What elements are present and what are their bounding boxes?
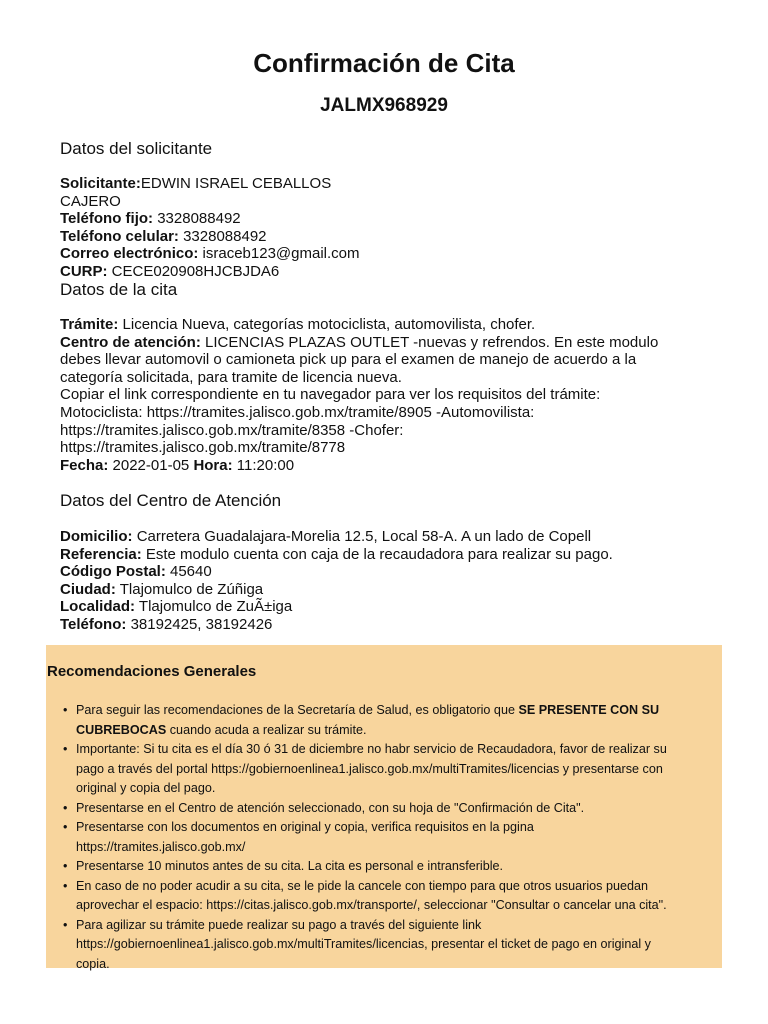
time-value: 11:20:00 — [236, 456, 295, 474]
list-item-emphasis: SE PRESENTE CON SU — [518, 703, 660, 717]
applicant-name-row — [60, 175, 700, 193]
center-section-heading: Datos del Centro de Atención — [60, 491, 282, 510]
list-item-text: Para agilizar su trámite puede realizar su pago a través del siguiente link — [76, 917, 482, 932]
address-row — [60, 528, 700, 546]
list-item-text: pago a través del portal https://gobiernoenlinea1.jalisco.gob.mx/multiTramites/licencias y presentarse con — [76, 761, 663, 776]
center-phone-row — [60, 616, 700, 634]
locality-row — [60, 598, 700, 616]
email-row — [60, 245, 700, 263]
mobile-label: Teléfono celular: — [60, 227, 179, 245]
list-item — [63, 857, 718, 877]
list-item-text: cuando acuda a realizar su trámite. — [166, 722, 367, 737]
date-label: Fecha: — [60, 456, 109, 474]
reference-row — [60, 546, 700, 564]
appointment-section-heading: Datos de la cita — [60, 280, 178, 299]
landline-value: 3328088492 — [157, 210, 241, 228]
center-details — [60, 528, 700, 634]
service-center-text-line: categoría solicitada, para tramite de licencia nueva. — [60, 368, 402, 386]
address-value: Carretera Guadalajara-Morelia 12.5, Local 58-A. A un lado de Copell — [136, 528, 592, 545]
list-item — [63, 916, 718, 975]
appointment-details — [60, 316, 700, 474]
email-value: israceb123@gmail.com — [202, 245, 360, 263]
address-label: Domicilio: — [60, 528, 133, 545]
list-item-text: Importante: Si tu cita es el día 30 ó 31 de diciembre no habr servicio de Recaudadora, favor de realizar su — [76, 742, 667, 756]
landline-label: Teléfono fijo: — [60, 210, 154, 228]
postal-code-value: 45640 — [170, 563, 212, 581]
bullet-icon: • — [63, 800, 68, 815]
city-row — [60, 581, 700, 599]
landline-row — [60, 210, 700, 228]
locality-label: Localidad: — [60, 598, 136, 616]
applicant-section-heading: Datos del solicitante — [60, 139, 213, 158]
time-label: Hora: — [193, 456, 233, 474]
procedure-row — [60, 316, 700, 334]
list-item-text: copia. — [76, 956, 110, 971]
list-item-text: https://tramites.jalisco.gob.mx/ — [76, 839, 246, 854]
date-value: 2022-01-05 — [112, 456, 190, 474]
applicant-name-continued: CAJERO — [60, 192, 121, 210]
service-center-label: Centro de atención: — [60, 333, 201, 351]
bullet-icon: • — [63, 917, 68, 932]
city-value: Tlajomulco de Zúñiga — [119, 580, 264, 598]
list-item — [63, 818, 718, 857]
list-item-text: Presentarse en el Centro de atención seleccionado, con su hoja de "Confirmación de Cita". — [76, 800, 585, 815]
applicant-details — [60, 175, 700, 281]
center-phone-value: 38192425, 38192426 — [130, 615, 273, 633]
service-center-text-line: Copiar el link correspondiente en tu navegador para ver los requisitos del trámite: — [60, 386, 601, 404]
service-center-text-line: debes llevar automovil o camioneta pick up para el examen de manejo de acuerdo a la — [60, 351, 637, 369]
service-center-text-line: https://tramites.jalisco.gob.mx/tramite/8358 -Chofer: — [60, 421, 404, 439]
reference-label: Referencia: — [60, 545, 142, 563]
date-time-row — [60, 457, 700, 475]
recommendations-list — [63, 701, 718, 974]
service-center-text-line: Motociclista: https://tramites.jalisco.gob.mx/tramite/8905 -Automovilista: — [60, 403, 535, 421]
center-phone-label: Teléfono: — [60, 615, 127, 633]
bullet-icon: • — [63, 859, 68, 873]
bullet-icon: • — [63, 742, 68, 756]
list-item-text: En caso de no poder acudir a su cita, se le pide la cancele con tiempo para que otros usuarios puedan — [76, 878, 648, 893]
mobile-value: 3328088492 — [183, 227, 267, 245]
bullet-icon: • — [63, 703, 68, 717]
mobile-row — [60, 228, 700, 246]
reference-value: Este modulo cuenta con caja de la recaudadora para realizar su pago. — [145, 545, 613, 563]
list-item-text: Presentarse con los documentos en original y copia, verifica requisitos en la pgina — [76, 820, 534, 834]
bullet-icon: • — [63, 878, 68, 893]
appointment-folio: JALMX968929 — [320, 95, 448, 116]
service-center-text-line: https://tramites.jalisco.gob.mx/tramite/8778 — [60, 439, 346, 457]
list-item-emphasis: CUBREBOCAS — [76, 722, 167, 737]
list-item-text: aprovechar el espacio: https://citas.jalisco.gob.mx/transporte/, seleccionar "Consultar o cancelar una cita". — [76, 898, 667, 912]
list-item-text: https://gobiernoenlinea1.jalisco.gob.mx/multiTramites/licencias, presentar el ticket de pago en original y — [76, 937, 651, 951]
service-center-row — [60, 334, 700, 352]
postal-code-label: Código Postal: — [60, 563, 166, 581]
bullet-icon: • — [63, 820, 68, 834]
city-label: Ciudad: — [60, 580, 116, 598]
list-item — [63, 799, 718, 819]
procedure-label: Trámite: — [60, 316, 119, 333]
page-title: Confirmación de Cita — [253, 48, 515, 78]
curp-label: CURP: — [60, 262, 108, 280]
recommendations-heading: Recomendaciones Generales — [47, 663, 257, 680]
list-item-text: Para seguir las recomendaciones de la Secretaría de Salud, es obligatorio que — [76, 703, 519, 717]
applicant-name-value: EDWIN ISRAEL CEBALLOS — [140, 175, 332, 192]
list-item — [63, 701, 718, 740]
procedure-value: Licencia Nueva, categorías motociclista, automovilista, chofer. — [122, 316, 536, 333]
service-center-value: LICENCIAS PLAZAS OUTLET -nuevas y refrendos. En este modulo — [205, 333, 659, 351]
locality-value: Tlajomulco de ZuÃ±iga — [138, 598, 293, 616]
applicant-name-label: Solicitante: — [60, 175, 141, 192]
list-item-text: original y copia del pago. — [76, 781, 216, 795]
recommendations-box — [46, 645, 722, 971]
curp-value: CECE020908HJCBJDA6 — [111, 262, 280, 280]
list-item — [63, 740, 718, 799]
list-item — [63, 877, 718, 916]
curp-row — [60, 263, 700, 281]
email-label: Correo electrónico: — [60, 245, 199, 263]
list-item-text: Presentarse 10 minutos antes de su cita. La cita es personal e intransferible. — [76, 859, 504, 873]
postal-code-row — [60, 563, 700, 581]
